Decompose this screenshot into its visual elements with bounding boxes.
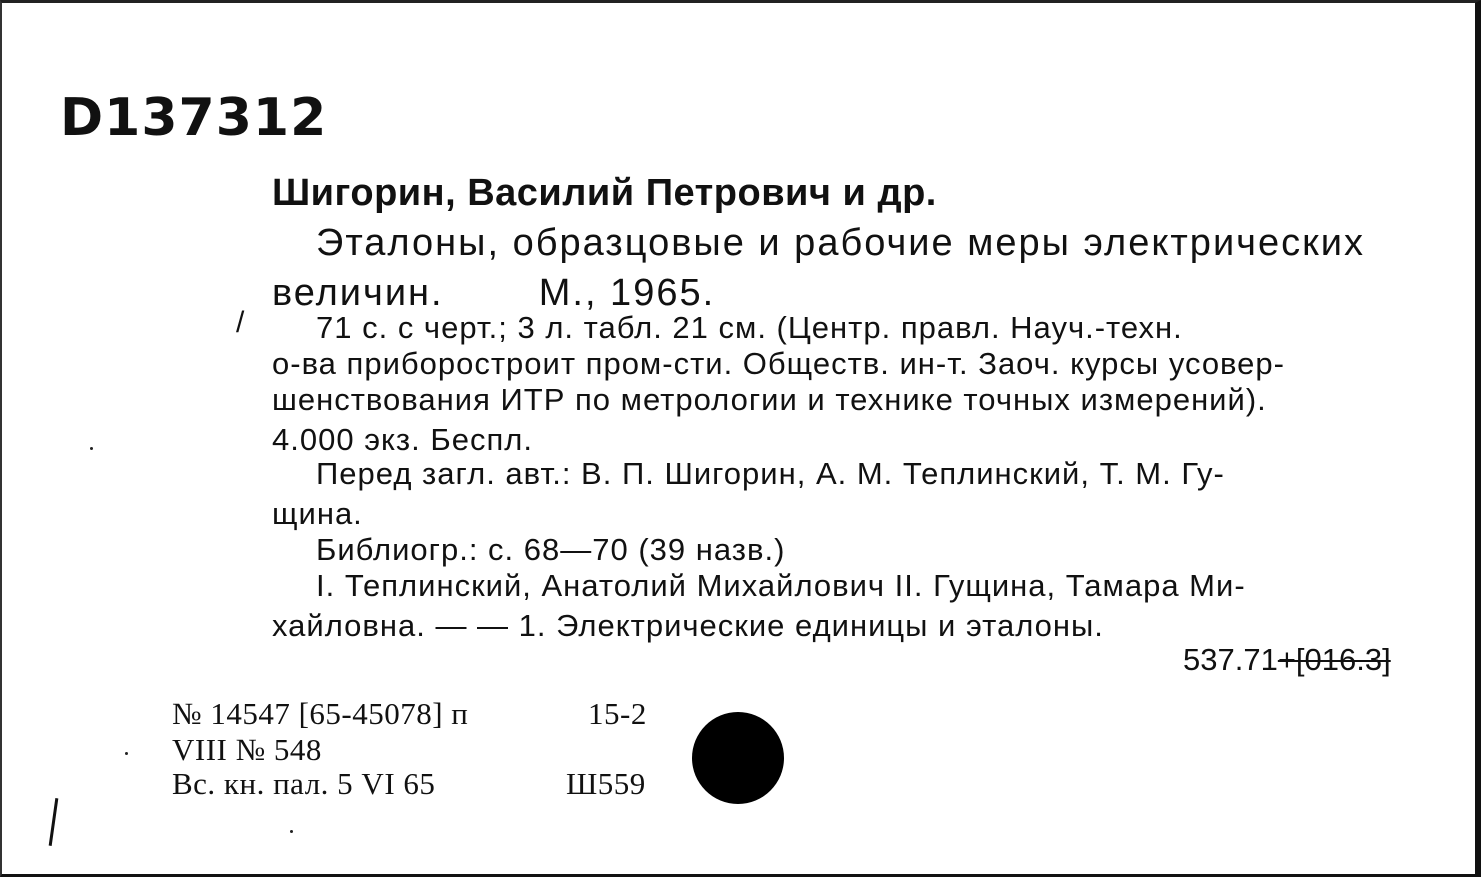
- authors-note-line-2: щина.: [272, 496, 363, 531]
- author-heading: Шигорин, Василий Петрович и др.: [272, 172, 937, 214]
- description-line-2: о-ва приборостроит пром-сти. Обществ. ин-т. Заоч. курсы усовер-: [272, 346, 1285, 381]
- udc-code-struck: +[016.3]: [1277, 642, 1391, 677]
- footer-left-line-1: № 14547 [65-45078] п: [172, 696, 469, 731]
- added-entries-line-2: хайловна. — — 1. Электрические единицы и эталоны.: [272, 608, 1104, 643]
- imprint: М., 1965.: [538, 272, 716, 314]
- authors-note-line-1: Перед загл. авт.: В. П. Шигорин, А. М. Теплинский, Т. М. Гу-: [316, 456, 1225, 491]
- description-line-3: шенствования ИТР по метрологии и технике точных измерений).: [272, 382, 1267, 417]
- punch-hole: [692, 712, 784, 804]
- classification-number: [1183, 642, 1391, 678]
- footer-right-line-3: Ш559: [566, 766, 646, 801]
- title-line-2: [272, 272, 715, 315]
- footer-left-line-2: VIII № 548: [172, 732, 322, 767]
- title-line-1: [316, 222, 1436, 265]
- footer-right-line-1: 15-2: [588, 696, 647, 731]
- speck-dot: [290, 830, 293, 833]
- added-entries-line-1: I. Теплинский, Анатолий Михайлович II. Гущина, Тамара Ми-: [316, 568, 1246, 603]
- speck-dot: [125, 752, 128, 755]
- title-words: величин.: [272, 272, 444, 314]
- description-line-1: 71 с. с черт.; 3 л. табл. 21 см. (Центр. правл. Науч.-техн.: [316, 310, 1183, 345]
- bibliography-note: Библиогр.: с. 68—70 (39 назв.): [316, 532, 786, 567]
- title-line-1-text: Эталоны, образцовые и рабочие меры электрических: [316, 222, 1365, 264]
- handwritten-call-number: D137312: [60, 88, 328, 148]
- margin-slash-mark: /: [236, 306, 245, 339]
- description-line-4: 4.000 экз. Беспл.: [272, 422, 533, 457]
- footer-left-line-3: Вс. кн. пал. 5 VI 65: [172, 766, 436, 801]
- speck-dot: [90, 447, 93, 450]
- udc-code: 537.71: [1183, 642, 1278, 677]
